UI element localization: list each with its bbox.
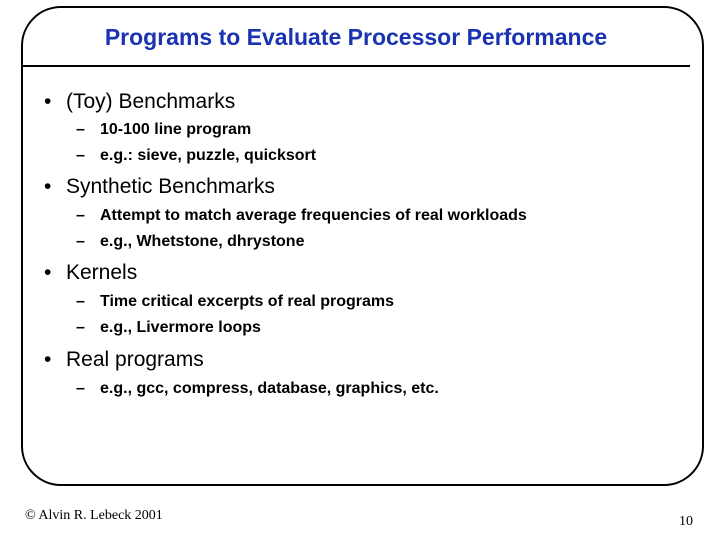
sub-label: Time critical excerpts of real programs	[100, 293, 395, 310]
bullet-label: Real programs	[66, 348, 204, 371]
sub-item	[76, 121, 251, 139]
title-divider	[21, 65, 690, 67]
bullet-marker: •	[44, 175, 52, 198]
sub-label: e.g., Whetstone, dhrystone	[100, 233, 305, 250]
sub-item	[76, 293, 394, 311]
bullet-item	[44, 90, 235, 114]
sub-item	[76, 380, 439, 398]
sub-item	[76, 207, 527, 225]
bullet-item	[44, 175, 275, 199]
sub-marker: –	[76, 233, 85, 250]
sub-marker: –	[76, 380, 85, 397]
bullet-marker: •	[44, 261, 52, 284]
sub-marker: –	[76, 293, 85, 310]
sub-marker: –	[76, 147, 85, 164]
footer-author: © Alvin R. Lebeck 2001	[25, 508, 163, 523]
sub-marker: –	[76, 207, 85, 224]
slide-title: Programs to Evaluate Processor Performance	[104, 24, 608, 50]
sub-item	[76, 233, 304, 251]
sub-item	[76, 147, 316, 165]
sub-label: e.g., Livermore loops	[100, 319, 261, 336]
sub-item	[76, 319, 261, 337]
bullet-marker: •	[44, 348, 52, 371]
sub-label: Attempt to match average frequencies of real workloads	[100, 207, 527, 224]
sub-marker: –	[76, 121, 85, 138]
sub-marker: –	[76, 319, 85, 336]
bullet-label: Synthetic Benchmarks	[66, 175, 275, 198]
bullet-marker: •	[44, 90, 52, 113]
bullet-item	[44, 261, 137, 285]
bullet-item	[44, 348, 204, 372]
bullet-label: (Toy) Benchmarks	[66, 90, 236, 113]
sub-label: 10-100 line program	[100, 121, 252, 138]
bullet-label: Kernels	[66, 261, 138, 284]
page-number: 10	[679, 514, 693, 529]
sub-label: e.g., gcc, compress, database, graphics, etc.	[100, 380, 439, 397]
sub-label: e.g.: sieve, puzzle, quicksort	[100, 147, 317, 164]
